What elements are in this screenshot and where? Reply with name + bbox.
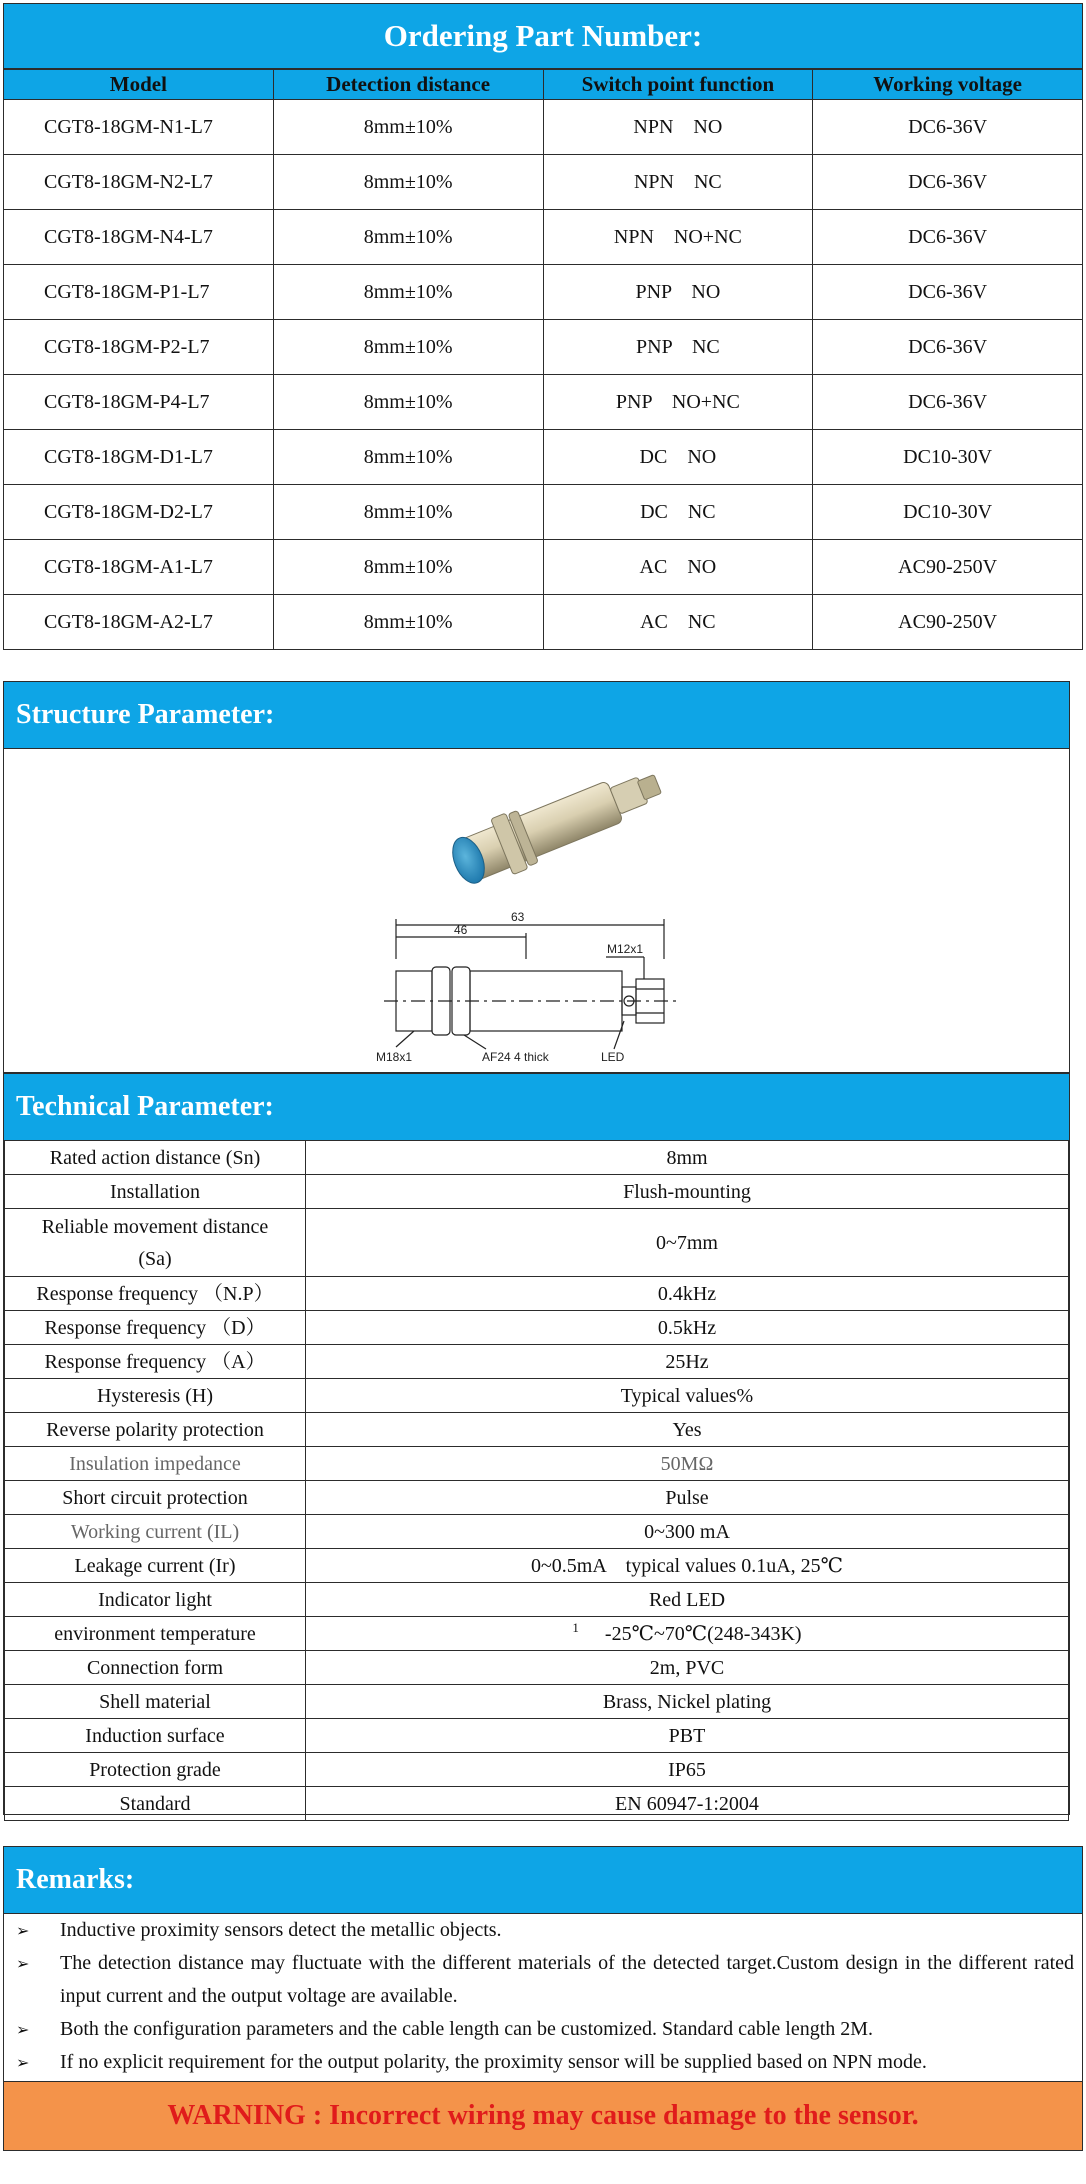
table-row: [5, 1617, 1069, 1651]
dim-total-label: 63: [511, 910, 525, 924]
model-cell: CGT8-18GM-P4-L7: [4, 375, 274, 430]
param-name: Insulation impedance: [5, 1447, 306, 1481]
model-cell: CGT8-18GM-N2-L7: [4, 155, 274, 210]
voltage-cell: DC6-36V: [813, 265, 1083, 320]
column-header-detection-distance: Detection distance: [273, 70, 543, 100]
distance-cell: 8mm±10%: [273, 375, 543, 430]
param-value: 8mm: [306, 1141, 1069, 1175]
voltage-cell: DC6-36V: [813, 375, 1083, 430]
led-label: LED: [601, 1050, 625, 1064]
param-value: 0.4kHz: [306, 1277, 1069, 1311]
table-row: [5, 1651, 1069, 1685]
ordering-title: Ordering Part Number:: [3, 3, 1083, 69]
param-value: Brass, Nickel plating: [306, 1685, 1069, 1719]
distance-cell: 8mm±10%: [273, 265, 543, 320]
model-cell: CGT8-18GM-N4-L7: [4, 210, 274, 265]
function-cell: DC NC: [543, 485, 813, 540]
arrow-bullet-icon: ➢: [16, 2053, 30, 2072]
table-row: [5, 1583, 1069, 1617]
voltage-cell: DC6-36V: [813, 100, 1083, 155]
table-row: [4, 540, 1083, 595]
table-row: [5, 1787, 1069, 1821]
structure-title: Structure Parameter:: [4, 682, 1069, 748]
model-cell: CGT8-18GM-N1-L7: [4, 100, 274, 155]
param-value: Pulse: [306, 1481, 1069, 1515]
arrow-bullet-icon: ➢: [16, 1921, 30, 1940]
nut-label: AF24 4 thick: [482, 1050, 549, 1064]
table-row: [5, 1141, 1069, 1175]
table-row: [4, 320, 1083, 375]
structure-image-area: [4, 748, 1069, 1073]
arrow-bullet-icon: ➢: [16, 1954, 30, 1973]
table-row: [5, 1685, 1069, 1719]
list-item: [4, 2013, 1082, 2046]
param-name: Response frequency （D）: [5, 1311, 306, 1345]
table-row: [5, 1481, 1069, 1515]
distance-cell: 8mm±10%: [273, 320, 543, 375]
voltage-cell: AC90-250V: [813, 540, 1083, 595]
model-cell: CGT8-18GM-A2-L7: [4, 595, 274, 650]
table-row: [5, 1379, 1069, 1413]
param-name: Hysteresis (H): [5, 1379, 306, 1413]
function-cell: AC NO: [543, 540, 813, 595]
param-value: Typical values%: [306, 1379, 1069, 1413]
param-value: 0~0.5mA typical values 0.1uA, 25℃: [306, 1549, 1069, 1583]
footnote-marker: 1: [572, 1619, 579, 1635]
remark-text: The detection distance may fluctuate with the different materials of the detected target.Custom design in the different rated input current and the output voltage are available.: [60, 1952, 1074, 2007]
param-value: 0~7mm: [306, 1209, 1069, 1277]
param-name: Working current (IL): [5, 1515, 306, 1549]
model-cell: CGT8-18GM-A1-L7: [4, 540, 274, 595]
param-name: Response frequency （N.P）: [5, 1277, 306, 1311]
sensor-photo: [422, 757, 682, 907]
remarks-section: [3, 1846, 1083, 2151]
column-header-model: Model: [4, 70, 274, 100]
param-name: Short circuit protection: [5, 1481, 306, 1515]
param-name: Rated action distance (Sn): [5, 1141, 306, 1175]
ordering-header-row: [4, 70, 1083, 100]
param-name: environment temperature: [5, 1617, 306, 1651]
ordering-table: [3, 69, 1083, 650]
param-name: Shell material: [5, 1685, 306, 1719]
table-row: [4, 210, 1083, 265]
voltage-cell: DC6-36V: [813, 210, 1083, 265]
remarks-list: [4, 1913, 1082, 2079]
voltage-cell: DC10-30V: [813, 430, 1083, 485]
param-value: Yes: [306, 1413, 1069, 1447]
table-row: [5, 1345, 1069, 1379]
table-row: [4, 485, 1083, 540]
voltage-cell: AC90-250V: [813, 595, 1083, 650]
table-row: [5, 1413, 1069, 1447]
remark-text: Inductive proximity sensors detect the metallic objects.: [60, 1919, 502, 1941]
table-row: [5, 1549, 1069, 1583]
model-cell: CGT8-18GM-P1-L7: [4, 265, 274, 320]
param-name: Reverse polarity protection: [5, 1413, 306, 1447]
param-value-cell: [306, 1617, 1069, 1651]
param-value: IP65: [306, 1753, 1069, 1787]
param-value: Red LED: [306, 1583, 1069, 1617]
param-value: 25Hz: [306, 1345, 1069, 1379]
dimension-drawing: [374, 909, 694, 1069]
dim-connector-label: M12x1: [607, 942, 644, 956]
voltage-cell: DC6-36V: [813, 155, 1083, 210]
function-cell: NPN NO: [543, 100, 813, 155]
param-value: 2m, PVC: [306, 1651, 1069, 1685]
column-header-working-voltage: Working voltage: [813, 70, 1083, 100]
distance-cell: 8mm±10%: [273, 155, 543, 210]
ordering-section: [3, 3, 1083, 649]
param-name: Induction surface: [5, 1719, 306, 1753]
remark-text: Both the configuration parameters and the cable length can be customized. Standard cable length 2M.: [60, 2018, 874, 2040]
column-header-switch-point-function: Switch point function: [543, 70, 813, 100]
distance-cell: 8mm±10%: [273, 485, 543, 540]
param-name: Protection grade: [5, 1753, 306, 1787]
param-value: 0.5kHz: [306, 1311, 1069, 1345]
table-row: [4, 155, 1083, 210]
function-cell: NPN NO+NC: [543, 210, 813, 265]
function-cell: PNP NC: [543, 320, 813, 375]
param-value: -25℃~70℃(248-343K): [604, 1622, 802, 1645]
param-value: Flush-mounting: [306, 1175, 1069, 1209]
model-cell: CGT8-18GM-D1-L7: [4, 430, 274, 485]
param-value: PBT: [306, 1719, 1069, 1753]
distance-cell: 8mm±10%: [273, 595, 543, 650]
warning-banner: WARNING : Incorrect wiring may cause damage to the sensor.: [4, 2081, 1082, 2150]
distance-cell: 8mm±10%: [273, 540, 543, 595]
table-row: [5, 1175, 1069, 1209]
list-item: [4, 2046, 1082, 2079]
remark-text: If no explicit requirement for the output polarity, the proximity sensor will be supplied based on NPN mode.: [60, 2051, 927, 2073]
list-item: [4, 1947, 1082, 2013]
table-row: [5, 1719, 1069, 1753]
table-row: [5, 1277, 1069, 1311]
function-cell: DC NO: [543, 430, 813, 485]
param-name: Connection form: [5, 1651, 306, 1685]
dim-body-label: 46: [454, 923, 468, 937]
function-cell: AC NC: [543, 595, 813, 650]
param-name: Standard: [5, 1787, 306, 1821]
table-row: [4, 375, 1083, 430]
distance-cell: 8mm±10%: [273, 430, 543, 485]
technical-section: [3, 1073, 1070, 1815]
thread-label: M18x1: [376, 1050, 413, 1064]
voltage-cell: DC6-36V: [813, 320, 1083, 375]
table-row: [5, 1311, 1069, 1345]
table-row: [4, 595, 1083, 650]
table-row: [4, 100, 1083, 155]
table-row: [5, 1447, 1069, 1481]
remarks-title: Remarks:: [4, 1847, 1082, 1913]
technical-table: [4, 1140, 1069, 1821]
list-item: [4, 1914, 1082, 1947]
technical-title: Technical Parameter:: [4, 1074, 1069, 1140]
table-row: [5, 1515, 1069, 1549]
param-name: Response frequency （A）: [5, 1345, 306, 1379]
param-name: Reliable movement distance (Sa): [5, 1209, 306, 1277]
param-value: 0~300 mA: [306, 1515, 1069, 1549]
function-cell: NPN NC: [543, 155, 813, 210]
structure-section: [3, 681, 1070, 1073]
distance-cell: 8mm±10%: [273, 210, 543, 265]
param-name: Installation: [5, 1175, 306, 1209]
param-name: Indicator light: [5, 1583, 306, 1617]
table-row: [4, 430, 1083, 485]
table-row: [5, 1753, 1069, 1787]
param-value: 50MΩ: [306, 1447, 1069, 1481]
model-cell: CGT8-18GM-P2-L7: [4, 320, 274, 375]
table-row: [5, 1209, 1069, 1277]
param-value: EN 60947-1:2004: [306, 1787, 1069, 1821]
voltage-cell: DC10-30V: [813, 485, 1083, 540]
model-cell: CGT8-18GM-D2-L7: [4, 485, 274, 540]
param-name: Leakage current (Ir): [5, 1549, 306, 1583]
arrow-bullet-icon: ➢: [16, 2020, 30, 2039]
function-cell: PNP NO: [543, 265, 813, 320]
table-row: [4, 265, 1083, 320]
function-cell: PNP NO+NC: [543, 375, 813, 430]
distance-cell: 8mm±10%: [273, 100, 543, 155]
